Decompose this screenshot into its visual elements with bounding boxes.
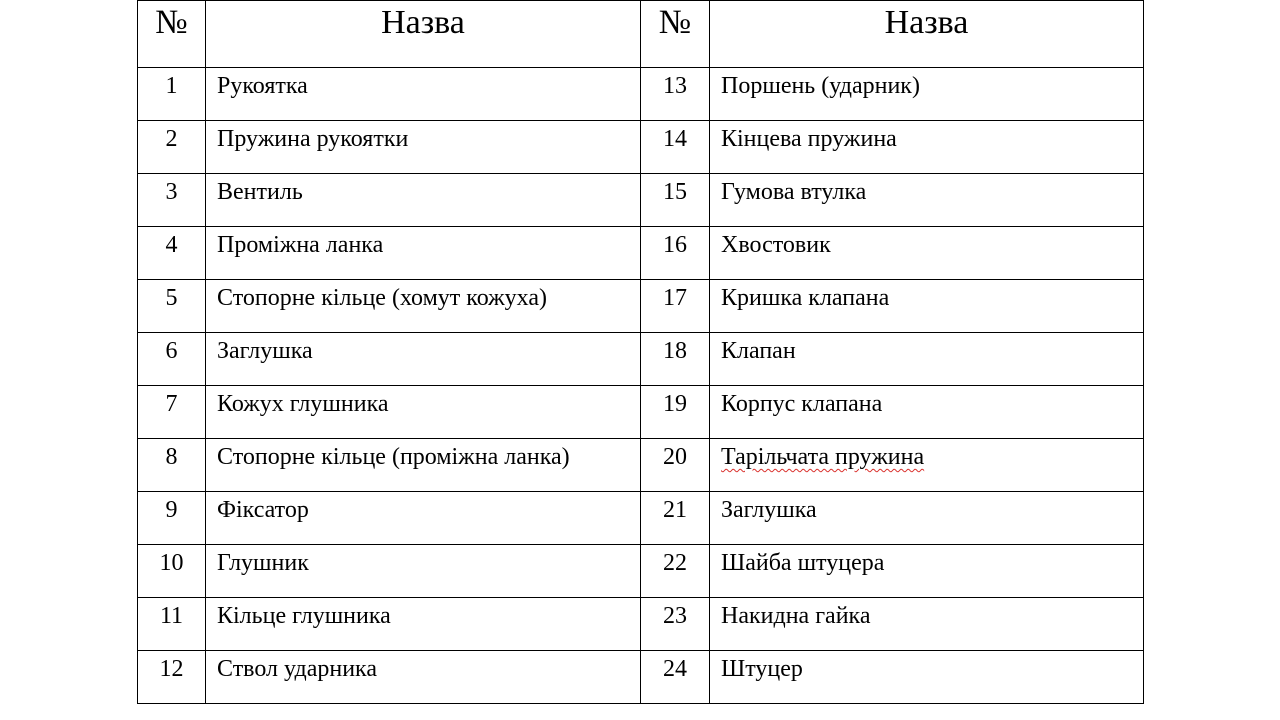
row-name-left: Рукоятка [206, 68, 641, 121]
row-num-right: 14 [641, 121, 710, 174]
table-row [138, 386, 1144, 439]
row-num-right: 18 [641, 333, 710, 386]
row-num-right: 15 [641, 174, 710, 227]
row-name-right: Гумова втулка [710, 174, 1144, 227]
row-name-right: Кришка клапана [710, 280, 1144, 333]
row-name-right: Поршень (ударник) [710, 68, 1144, 121]
row-name-left: Проміжна ланка [206, 227, 641, 280]
row-name-left: Кожух глушника [206, 386, 641, 439]
header-name-left: Назва [206, 1, 641, 68]
table-row [138, 333, 1144, 386]
row-num-right: 13 [641, 68, 710, 121]
table-row [138, 68, 1144, 121]
row-num-left: 5 [138, 280, 206, 333]
row-num-left: 2 [138, 121, 206, 174]
table-body [138, 68, 1144, 704]
header-row [138, 1, 1144, 68]
row-num-right: 20 [641, 439, 710, 492]
row-num-right: 22 [641, 545, 710, 598]
header-num-left: № [138, 1, 206, 68]
row-name-left: Стопорне кільце (проміжна ланка) [206, 439, 641, 492]
row-name-right: Клапан [710, 333, 1144, 386]
table-row [138, 598, 1144, 651]
table-row [138, 280, 1144, 333]
row-name-left: Ствол ударника [206, 651, 641, 704]
row-name-left: Вентиль [206, 174, 641, 227]
header-num-right: № [641, 1, 710, 68]
row-num-left: 4 [138, 227, 206, 280]
row-num-right: 23 [641, 598, 710, 651]
row-name-right [710, 439, 1144, 492]
table-header [138, 1, 1144, 68]
row-num-right: 24 [641, 651, 710, 704]
table-row [138, 121, 1144, 174]
row-num-left: 3 [138, 174, 206, 227]
table-row [138, 545, 1144, 598]
row-name-right: Корпус клапана [710, 386, 1144, 439]
row-name-right: Хвостовик [710, 227, 1144, 280]
row-name-left: Пружина рукоятки [206, 121, 641, 174]
table-row [138, 174, 1144, 227]
row-name-left: Фіксатор [206, 492, 641, 545]
row-name-right: Шайба штуцера [710, 545, 1144, 598]
row-num-left: 7 [138, 386, 206, 439]
row-name-left: Заглушка [206, 333, 641, 386]
table-row [138, 439, 1144, 492]
row-num-left: 11 [138, 598, 206, 651]
row-name-left: Глушник [206, 545, 641, 598]
row-num-right: 21 [641, 492, 710, 545]
row-num-right: 17 [641, 280, 710, 333]
row-num-right: 16 [641, 227, 710, 280]
row-num-left: 12 [138, 651, 206, 704]
row-num-left: 9 [138, 492, 206, 545]
table-row [138, 227, 1144, 280]
row-name-left: Кільце глушника [206, 598, 641, 651]
row-num-left: 8 [138, 439, 206, 492]
row-name-right: Накидна гайка [710, 598, 1144, 651]
row-name-left: Стопорне кільце (хомут кожуха) [206, 280, 641, 333]
table-row [138, 492, 1144, 545]
table-row [138, 651, 1144, 704]
parts-table [137, 0, 1144, 704]
row-name-right: Кінцева пружина [710, 121, 1144, 174]
row-num-left: 1 [138, 68, 206, 121]
row-num-left: 6 [138, 333, 206, 386]
row-name-right: Штуцер [710, 651, 1144, 704]
row-num-right: 19 [641, 386, 710, 439]
row-num-left: 10 [138, 545, 206, 598]
row-name-right: Заглушка [710, 492, 1144, 545]
spellcheck-underlined-text: Тарільчата пружина [721, 444, 925, 470]
header-name-right: Назва [710, 1, 1144, 68]
